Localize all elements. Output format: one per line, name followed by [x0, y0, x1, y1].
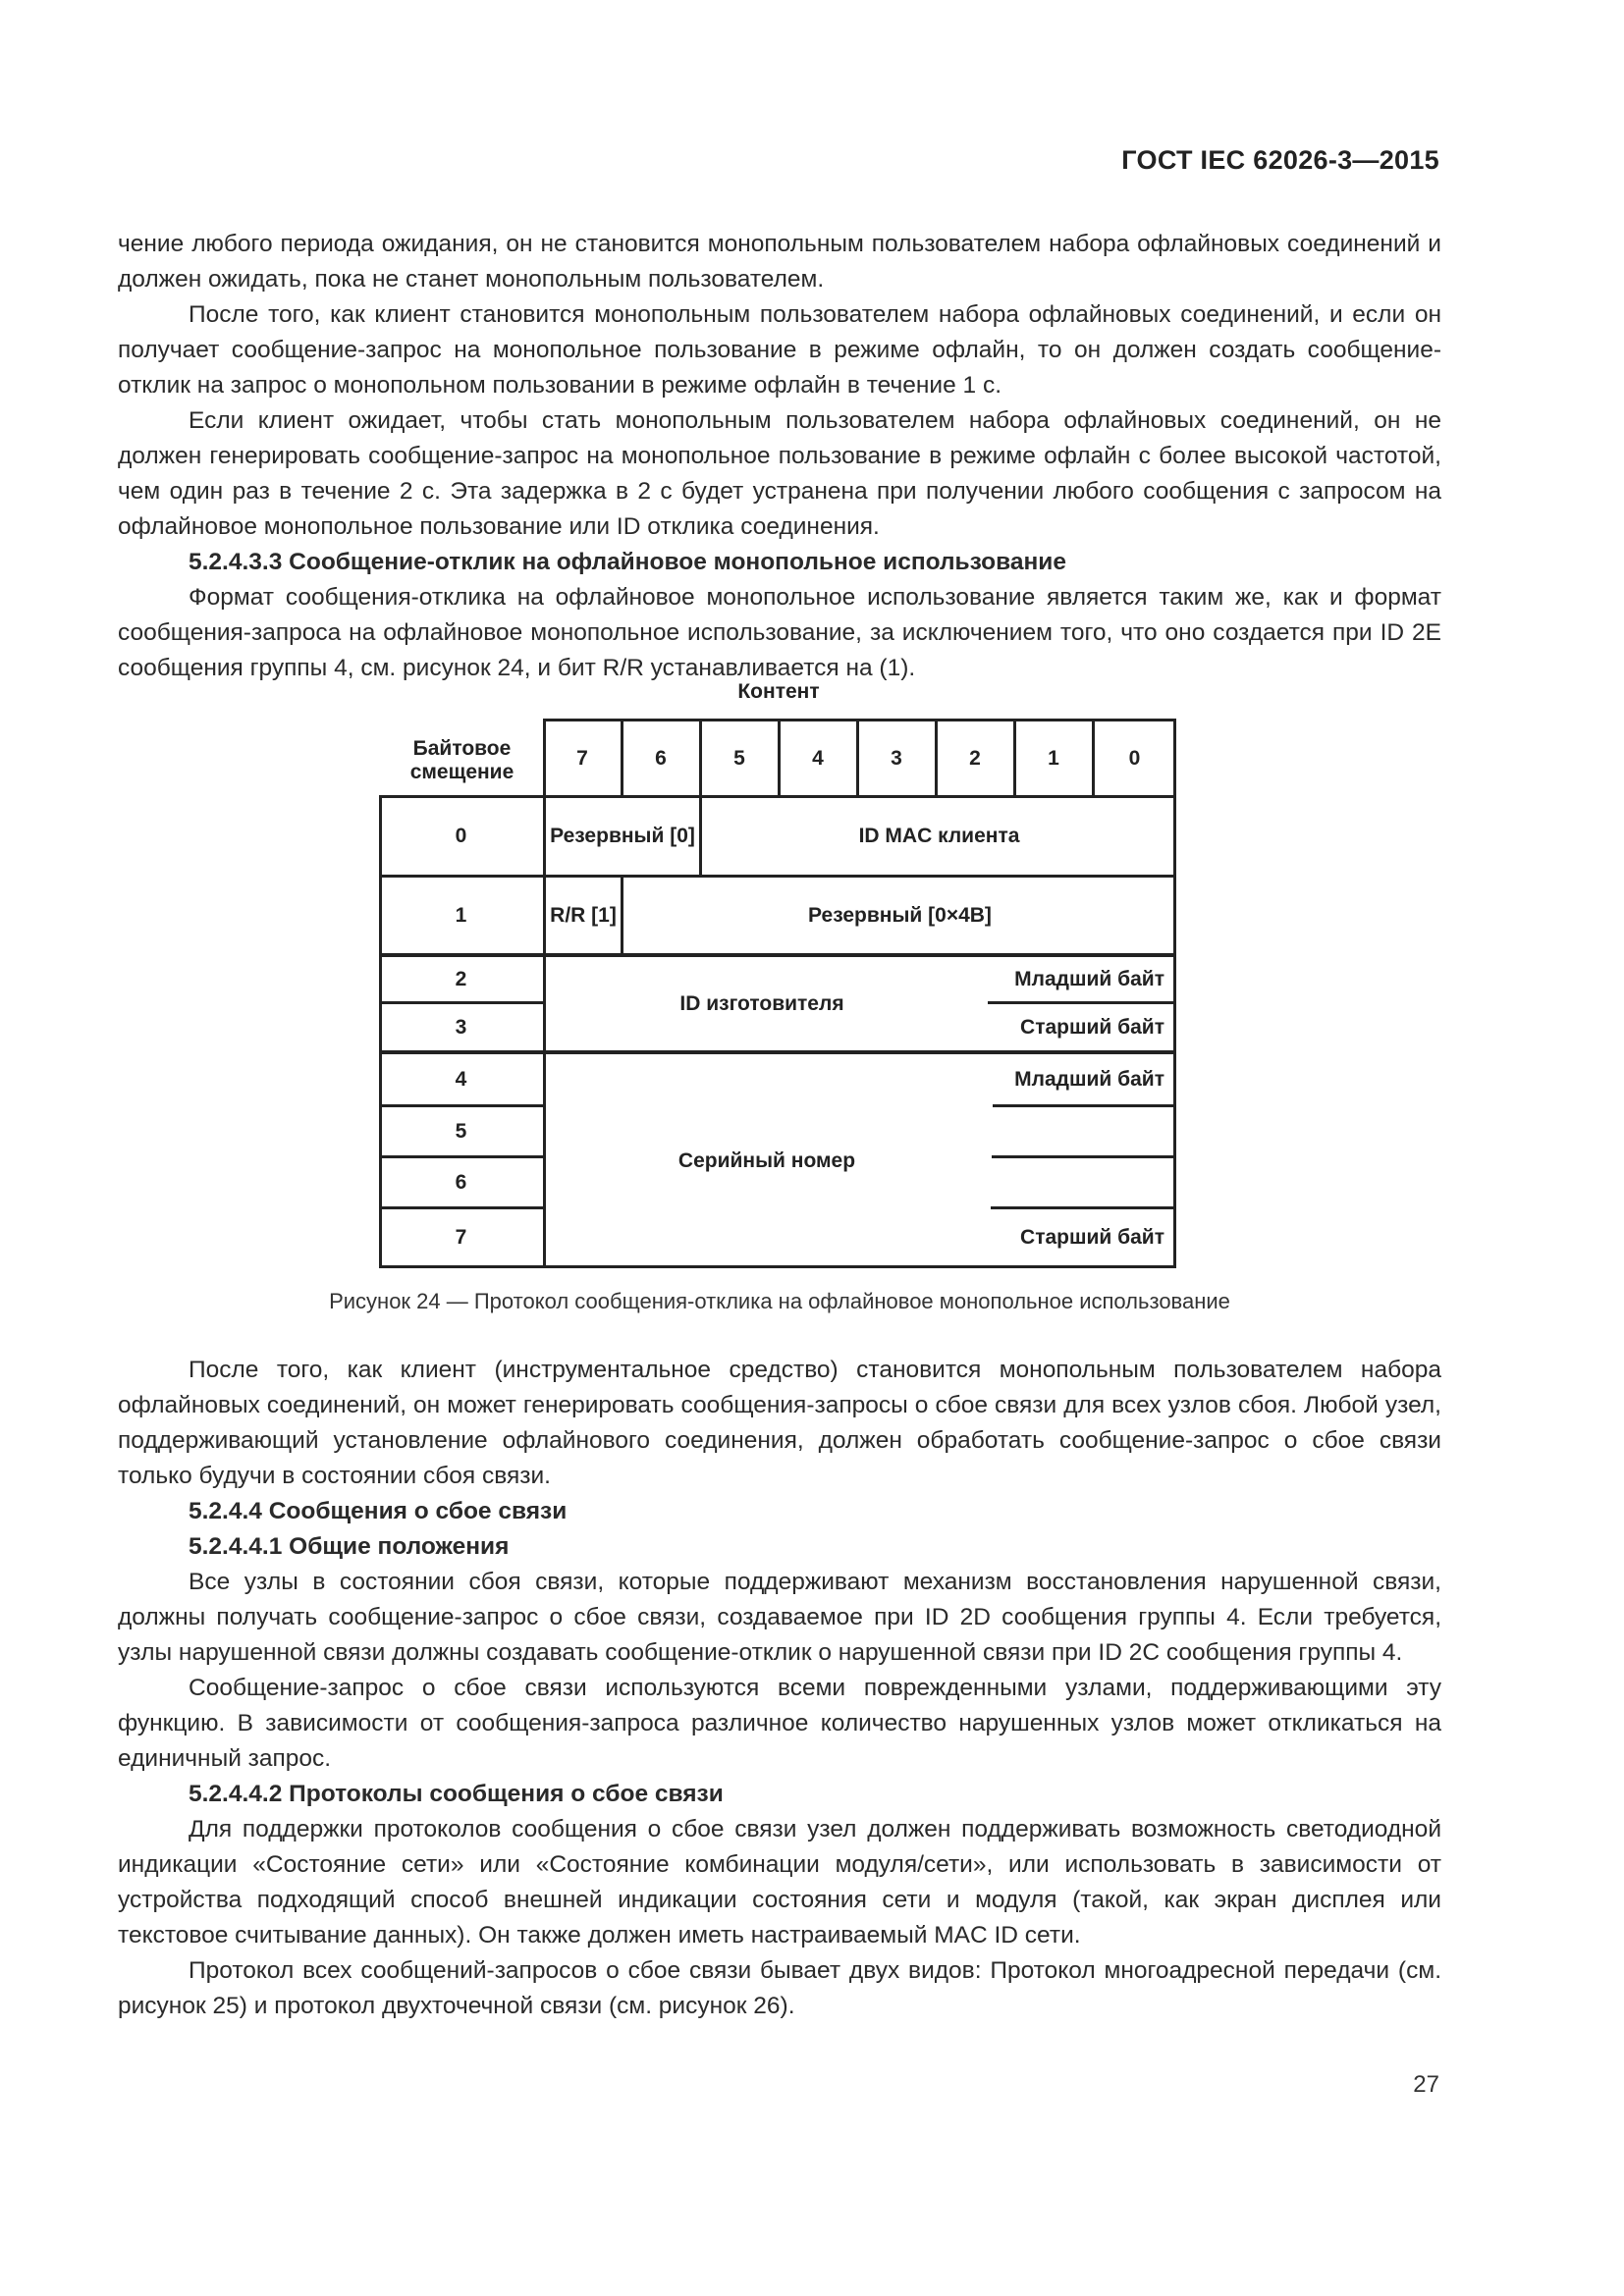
- paragraph: Сообщение-запрос о сбое связи используются всеми поврежденными узлами, поддерживающими эту функцию. В зависимости от сообщения-запроса различное количество нарушенных узлов может откликаться на единичный запрос.: [118, 1675, 1441, 1772]
- paragraph: Все узлы в состоянии сбоя связи, которые поддерживают механизм восстановления нарушенной связи, должны получать сообщение-запрос о сбое связи, создаваемое при ID 2D сообщения группы 4. Если требуется, узлы нарушенной связи должны создавать сообщение-отклик о нарушенной связи при ID 2C сообщения группы 4.: [118, 1569, 1441, 1666]
- bit-header-5: 5: [733, 746, 745, 770]
- high-byte-label: Старший байт: [1020, 1016, 1164, 1039]
- bit-header-7: 7: [576, 746, 588, 770]
- serial-number: Серийный номер: [677, 1149, 856, 1172]
- text-block-upper: [118, 227, 1441, 686]
- section-heading: 5.2.4.4 Сообщения о сбое связи: [189, 1498, 568, 1524]
- client-mac-id: ID MAC клиента: [858, 824, 1020, 847]
- paragraph: Если клиент ожидает, чтобы стать монопольным пользователем набора офлайновых соединений, он не должен генерировать сообщение-запрос на монопольное пользование в режиме офлайн с более высокой частотой, чем один раз в течение 2 с. Эта задержка в 2 с будет устранена при получении любого сообщения с запросом на офлайновое монопольное пользование или ID отклика соединения.: [118, 407, 1441, 540]
- bit-header-1: 1: [1048, 746, 1059, 770]
- byte-offset-header: Байтовое смещение: [409, 737, 514, 783]
- offset-6: 6: [455, 1170, 467, 1194]
- text-block-lower: [118, 1353, 1441, 2024]
- high-byte-label: Старший байт: [1020, 1226, 1164, 1249]
- paragraph: чение любого периода ожидания, он не становится монопольным пользователем набора офлайновых соединений и должен ожидать, пока не станет монопольным пользователем.: [118, 231, 1441, 293]
- paragraph: После того, как клиент (инструментальное средство) становится монопольным пользователем набора офлайновых соединений, он может генерировать сообщения-запросы о сбое связи для всех узлов сбоя. Любой узел, поддерживающий установление офлайнового соединения, должен обработать сообщение-запрос о сбое связи только будучи в состоянии сбоя связи.: [118, 1357, 1441, 1489]
- low-byte-label: Младший байт: [1014, 1067, 1164, 1091]
- bit-header-2: 2: [969, 746, 981, 770]
- offset-5: 5: [455, 1119, 467, 1143]
- offset-7: 7: [455, 1226, 467, 1249]
- section-heading: 5.2.4.3.3 Сообщение-отклик на офлайновое монопольное использование: [189, 549, 1066, 575]
- paragraph: Формат сообщения-отклика на офлайновое монопольное использование является таким же, как и формат сообщения-запроса на офлайновое монопольное использование, за исключением того, что оно создается при ID 2E сообщения группы 4, см. рисунок 24, и бит R/R устанавливается на (1).: [118, 584, 1441, 681]
- offset-2: 2: [455, 968, 467, 990]
- page-number: 27: [1413, 2071, 1439, 2098]
- paragraph: Протокол всех сообщений-запросов о сбое связи бывает двух видов: Протокол многоадресной передачи (см. рисунок 25) и протокол двухточечной связи (см. рисунок 26).: [118, 1957, 1441, 2019]
- figure-column-title: Контент: [737, 680, 820, 703]
- document-header-standard-id: ГОСТ IEC 62026-3—2015: [1121, 145, 1439, 175]
- figure-caption: Рисунок 24 — Протокол сообщения-отклика на офлайновое монопольное использование: [329, 1289, 1230, 1313]
- bit-header-6: 6: [655, 746, 667, 770]
- section-heading: 5.2.4.4.2 Протоколы сообщения о сбое связи: [189, 1781, 724, 1807]
- section-heading: 5.2.4.4.1 Общие положения: [189, 1533, 510, 1560]
- offset-0: 0: [455, 824, 467, 847]
- bit-header-3: 3: [891, 746, 902, 770]
- offset-4: 4: [455, 1067, 467, 1091]
- low-byte-label: Младший байт: [1014, 968, 1164, 990]
- offset-1: 1: [455, 904, 467, 927]
- rr-bit: R/R [1]: [550, 904, 617, 927]
- manufacturer-id: ID изготовителя: [679, 992, 844, 1015]
- offset-3: 3: [455, 1016, 467, 1039]
- paragraph: Для поддержки протоколов сообщения о сбое связи узел должен поддерживать возможность светодиодной индикации «Состояние сети» или «Состояние комбинации модуля/сети», или использовать в зависимости от устройства подходящий способ внешней индикации состояния сети и модуля (такой, как экран дисплея или текстовое считывание данных). Он также должен иметь настраиваемый MAC ID сети.: [118, 1816, 1441, 1949]
- paragraph: После того, как клиент становится монопольным пользователем набора офлайновых соединений, и если он получает сообщение-запрос на монопольное пользование в режиме офлайн, то он должен создать сообщение-отклик на запрос о монопольном пользовании в режиме офлайн в течение 1 с.: [118, 301, 1441, 399]
- bit-header-4: 4: [812, 746, 824, 770]
- reserved-bits-7-6: Резервный [0]: [550, 824, 695, 847]
- bit-header-0: 0: [1128, 746, 1141, 770]
- reserved-0x4b: Резервный [0×4B]: [808, 904, 992, 927]
